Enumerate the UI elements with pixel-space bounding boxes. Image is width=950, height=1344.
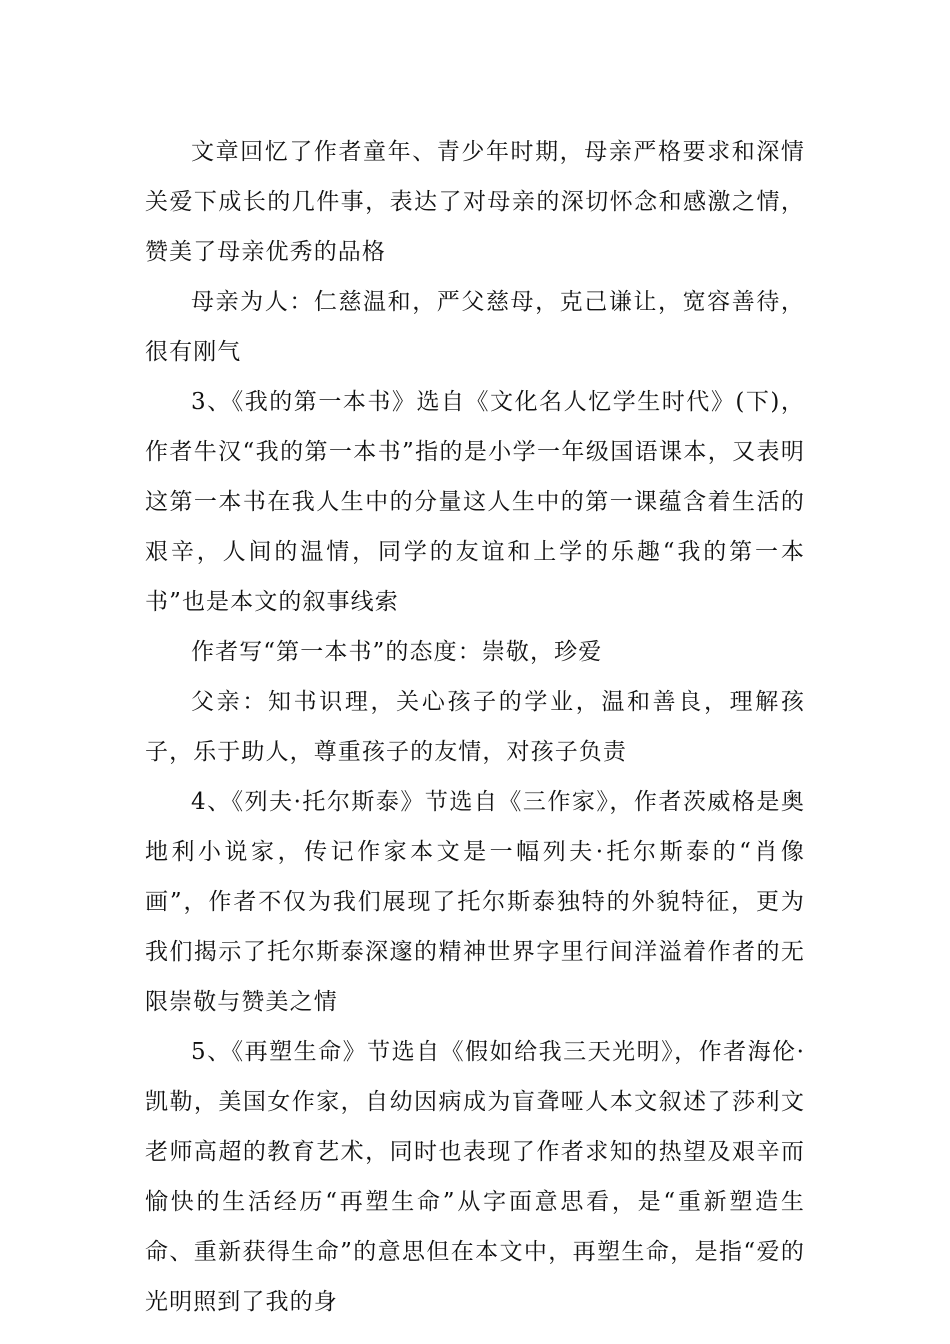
paragraph-my-first-book: 3、《我的第一本书》选自《文化名人忆学生时代》(下)，作者牛汉“我的第一本书”指的是小学一年级国语课本，又表明这第一本书在我人生中的分量这人生中的第一课蕴含着生活的艰辛，人间的温情，同学的友谊和上学的乐趣“我的第一本书”也是本文的叙事线索 (145, 389, 805, 615)
paragraph-tolstoy: 4、《列夫·托尔斯泰》节选自《三作家》，作者茨威格是奥地利小说家，传记作家本文是一幅列夫·托尔斯泰的“肖像画”，作者不仅为我们展现了托尔斯泰独特的外貌特征，更为我们揭示了托尔斯泰深邃的精神世界字里行间洋溢着作者的无限崇敬与赞美之情 (145, 789, 805, 1015)
document-body (145, 127, 805, 1327)
paragraph-mother-character: 母亲为人：仁慈温和，严父慈母，克己谦让，宽容善待，很有刚气 (145, 289, 805, 365)
paragraph-father-character: 父亲：知书识理，关心孩子的学业，温和善良，理解孩子，乐于助人，尊重孩子的友情，对孩子负责 (145, 689, 805, 765)
paragraph-author-attitude: 作者写“第一本书”的态度：崇敬，珍爱 (191, 639, 603, 665)
paragraph-reshaping-life: 5、《再塑生命》节选自《假如给我三天光明》，作者海伦·凯勒，美国女作家，自幼因病成为盲聋哑人本文叙述了莎利文老师高超的教育艺术，同时也表现了作者求知的热望及艰辛而愉快的生活经历“再塑生命”从字面意思看，是“重新塑造生命、重新获得生命”的意思但在本文中，再塑生命，是指“爱的光明照到了我的身 (145, 1039, 805, 1315)
paragraph-summary: 文章回忆了作者童年、青少年时期，母亲严格要求和深情关爱下成长的几件事，表达了对母亲的深切怀念和感激之情，赞美了母亲优秀的品格 (145, 139, 805, 265)
